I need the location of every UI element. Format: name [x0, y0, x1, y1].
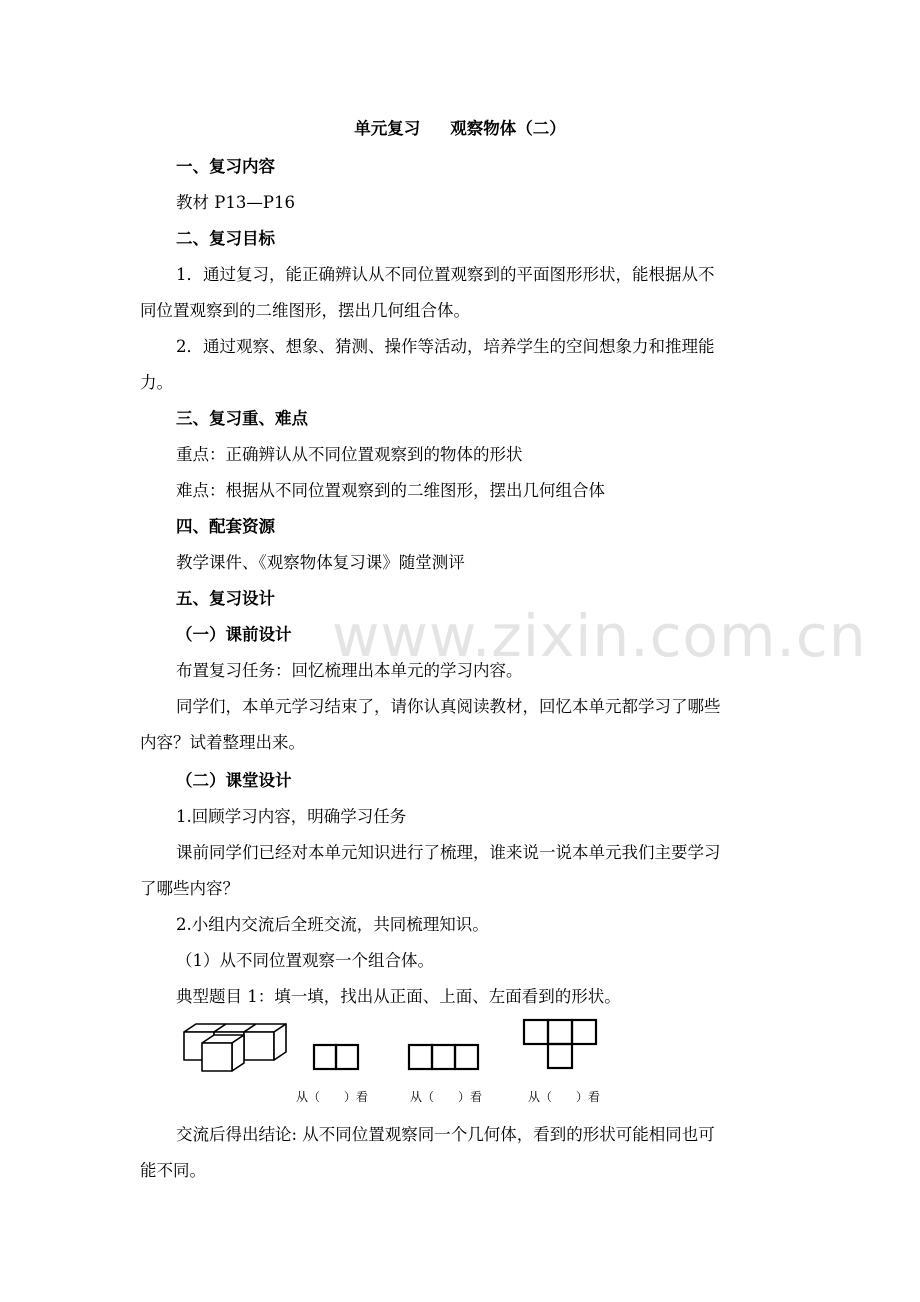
in-class-heading: （二）课堂设计 [176, 771, 292, 790]
conclusion-line-1: 交流后得出结论: 从不同位置观察同一个几何体，看到的形状可能相同也可 [176, 1125, 715, 1144]
goal-2-line-2: 力。 [140, 373, 173, 392]
view-t-shape [524, 1020, 596, 1068]
section-4-heading: 四、配套资源 [176, 517, 275, 536]
section-5-heading: 五、复习设计 [176, 589, 275, 608]
view-three-squares [409, 1045, 478, 1069]
caption-view-1: 从（ ）看 [296, 1090, 369, 1104]
caption-view-2: 从（ ）看 [410, 1090, 483, 1104]
goal-1-line-2: 同位置观察到的二维图形，摆出几何组合体。 [140, 301, 470, 320]
section-4-text: 教学课件、《观察物体复习课》随堂测评 [176, 553, 465, 572]
pre-class-task: 布置复习任务：回忆梳理出本单元的学习内容。 [176, 661, 523, 680]
title-unit: 单元复习 [354, 119, 421, 138]
section-2-heading: 二、复习目标 [176, 229, 275, 248]
step-2: 2.小组内交流后全班交流，共同梳理知识。 [176, 915, 489, 934]
step-1-text-line-2: 了哪些内容？ [140, 879, 239, 898]
caption-view-3: 从（ ）看 [528, 1090, 601, 1104]
cube-assembly-figure [184, 1024, 286, 1071]
goal-1-line-1: 1．通过复习，能正确辨认从不同位置观察到的平面图形形状，能根据从不 [176, 265, 715, 284]
example-question: 典型题目 1：填一填，找出从正面、上面、左面看到的形状。 [176, 987, 621, 1006]
pre-class-text-line-2: 内容？试着整理出来。 [140, 733, 305, 752]
title-topic: 观察物体（二） [450, 119, 566, 138]
pre-class-text-line-1: 同学们，本单元学习结束了，请你认真阅读教材，回忆本单元都学习了哪些 [176, 697, 721, 716]
step-1: 1.回顾学习内容，明确学习任务 [176, 807, 407, 826]
section-3-heading: 三、复习重、难点 [176, 409, 308, 428]
view-two-squares [314, 1045, 358, 1069]
step-1-text-line-1: 课前同学们已经对本单元知识进行了梳理，谁来说一说本单元我们主要学习 [176, 843, 721, 862]
key-point: 重点：正确辨认从不同位置观察到的物体的形状 [176, 445, 523, 464]
step-2-sub: （1）从不同位置观察一个组合体。 [176, 951, 434, 970]
difficult-point: 难点：根据从不同位置观察到的二维图形，摆出几何组合体 [176, 481, 605, 500]
watermark: www.zixin.com.cn [332, 602, 867, 670]
goal-2-line-1: 2．通过观察、想象、猜测、操作等活动，培养学生的空间想象力和推理能 [176, 337, 715, 356]
section-1-heading: 一、复习内容 [176, 157, 275, 176]
pre-class-heading: （一）课前设计 [176, 625, 292, 644]
conclusion-line-2: 能不同。 [140, 1161, 206, 1180]
section-1-text: 教材 P13—P16 [176, 193, 295, 212]
